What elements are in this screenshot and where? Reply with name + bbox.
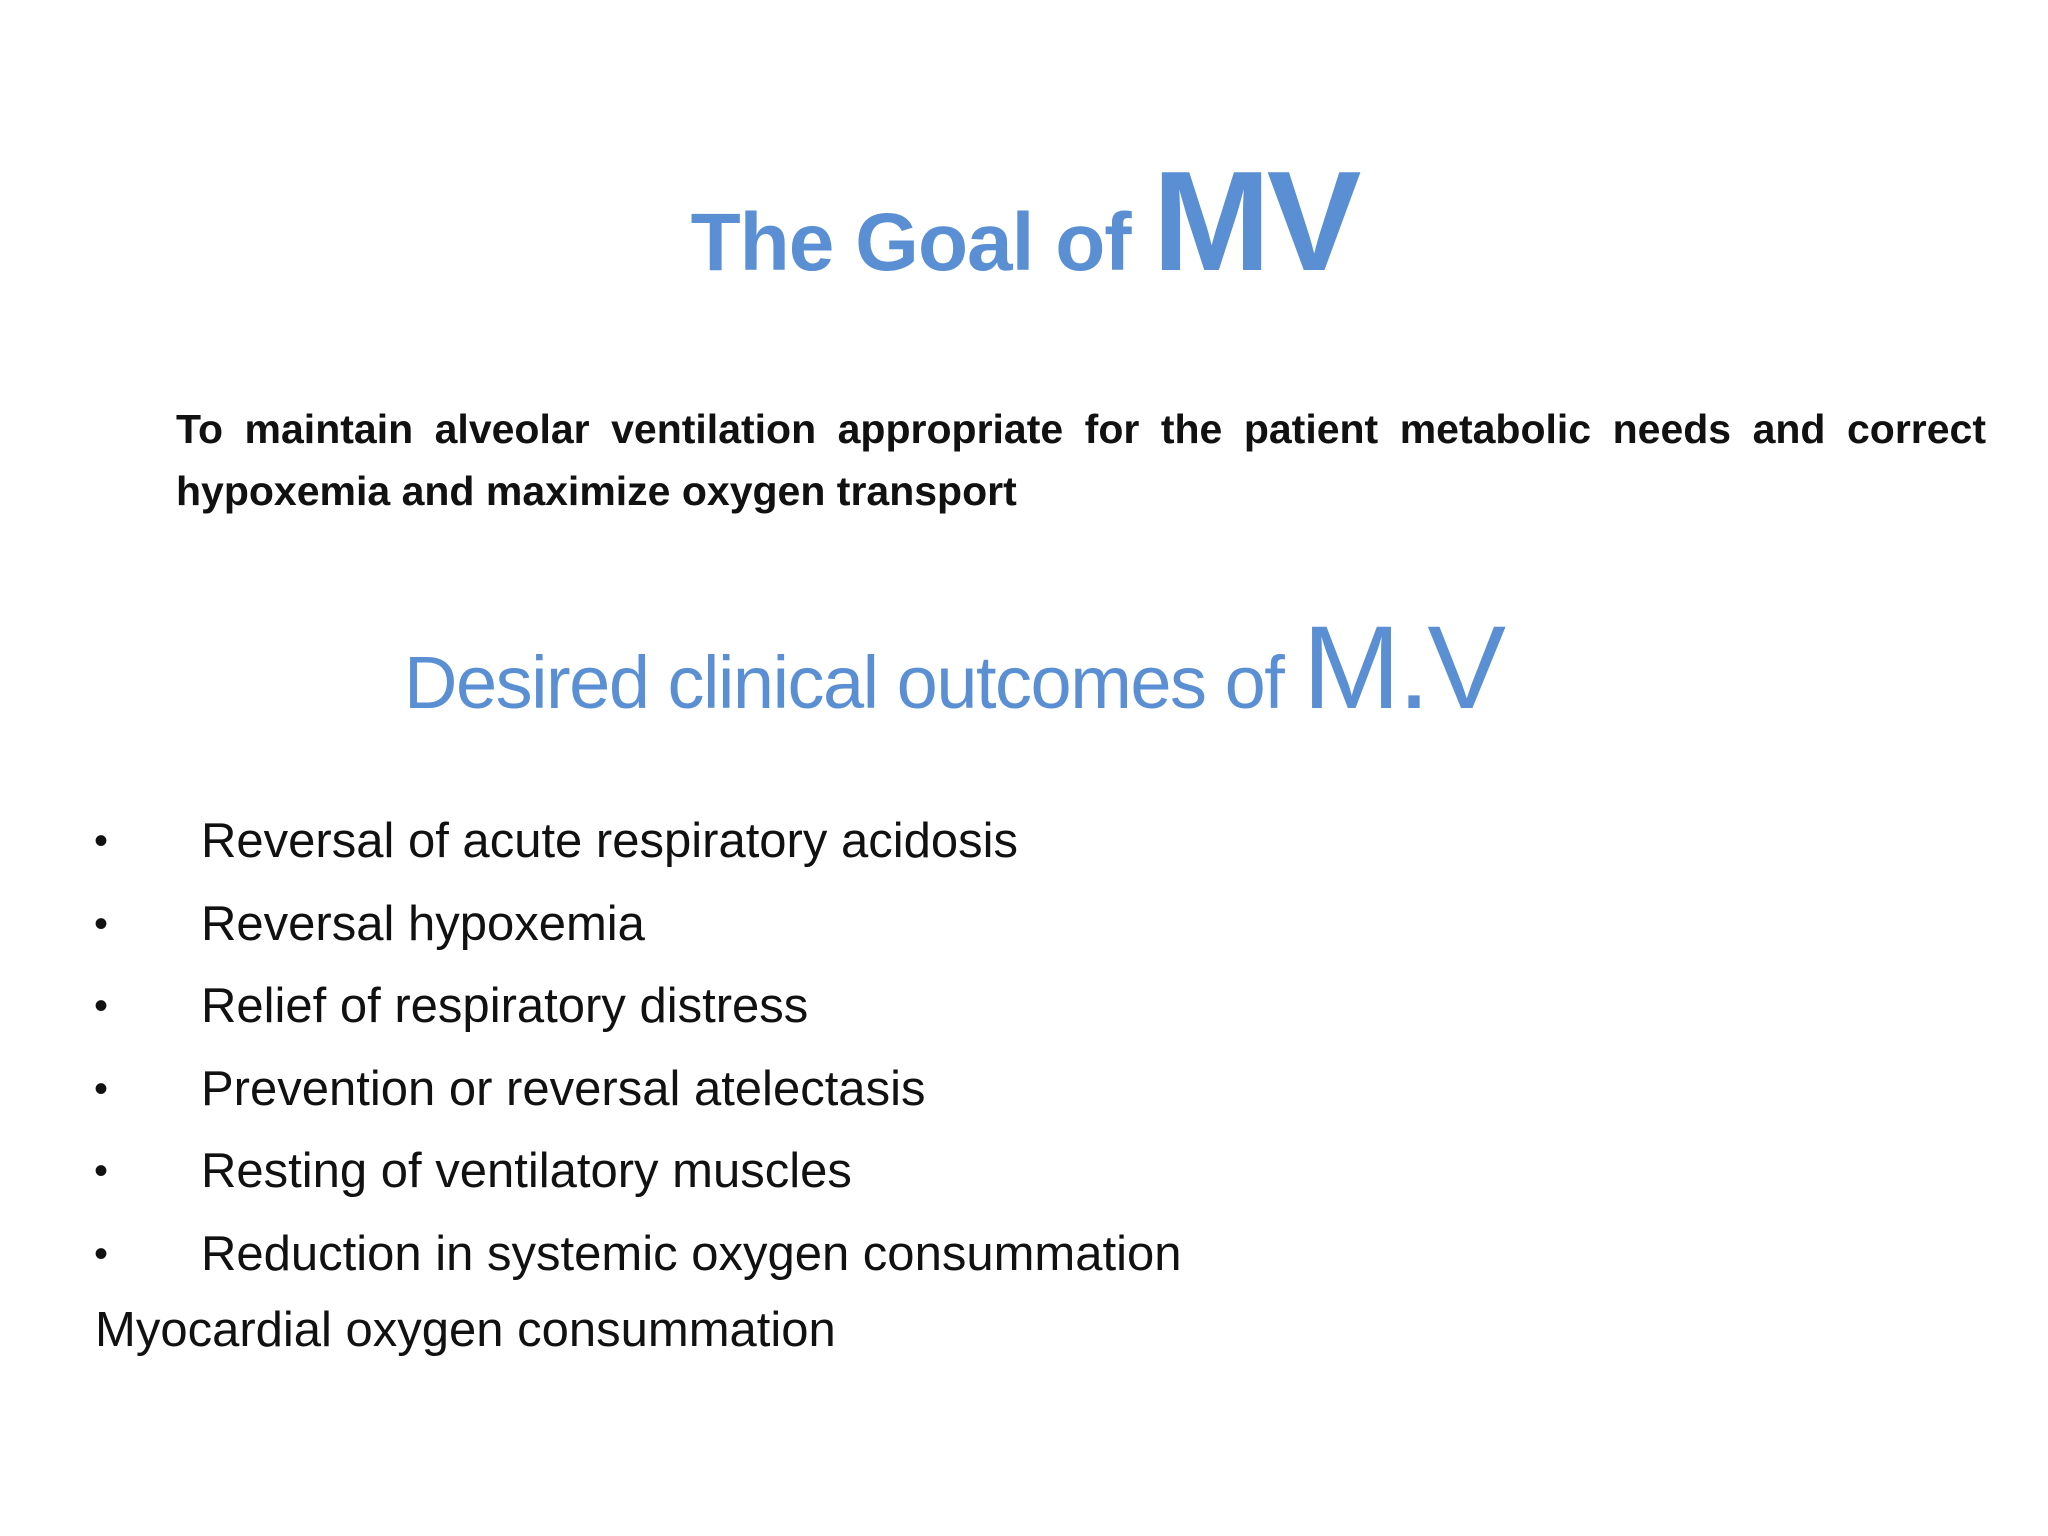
goal-statement: To maintain alveolar ventilation appropriate for the patient metabolic needs and correct hypoxemia and maximize oxygen transport (176, 406, 1986, 514)
outcomes-heading-lead: Desired clinical outcomes of (404, 641, 1303, 724)
list-item (90, 965, 1181, 1048)
bullet-icon: • (94, 1231, 109, 1276)
list-item (90, 1048, 1181, 1131)
bullet-icon: • (94, 984, 109, 1028)
bullet-icon: • (94, 901, 109, 946)
outcomes-heading (404, 600, 1504, 734)
list-item-label: Relief of respiratory distress (201, 979, 809, 1033)
bullet-icon: • (94, 1066, 109, 1111)
list-item-label: Reduction in systemic oxygen consummation (201, 1226, 1182, 1281)
list-item (90, 1213, 1181, 1296)
slide-title-lead: The Goal of (690, 197, 1153, 288)
list-item-label: Reversal hypoxemia (201, 896, 645, 951)
list-item-label: Prevention or reversal atelectasis (201, 1061, 926, 1116)
list-item (90, 883, 1181, 966)
outcomes-heading-emphasis: M.V (1302, 602, 1504, 734)
bullet-icon: • (94, 1149, 109, 1193)
trailing-line: Myocardial oxygen consummation (95, 1303, 836, 1357)
list-item (90, 800, 1181, 883)
list-item (90, 1130, 1181, 1213)
outcomes-list (90, 800, 1181, 1295)
list-item-label: Reversal of acute respiratory acidosis (201, 814, 1019, 868)
bullet-icon: • (94, 819, 109, 863)
slide-title (0, 140, 2048, 301)
slide-title-emphasis: MV (1152, 142, 1358, 301)
list-item-label: Resting of ventilatory muscles (201, 1144, 852, 1198)
